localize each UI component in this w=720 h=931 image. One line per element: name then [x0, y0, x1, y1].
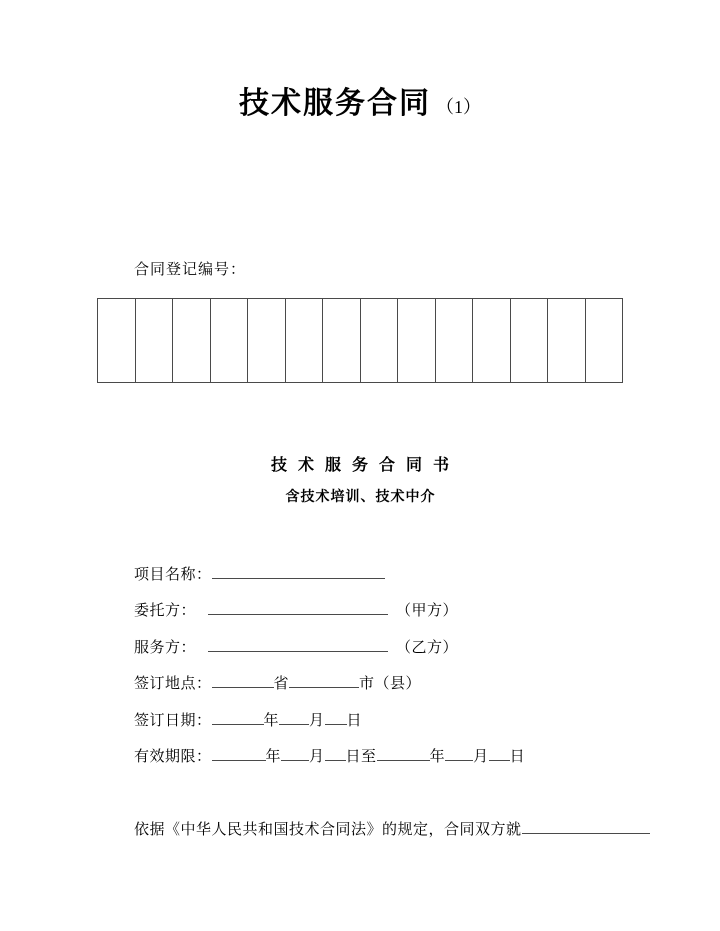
registration-grid-cell	[548, 299, 586, 382]
registration-number-grid	[97, 298, 623, 383]
registration-grid-cell	[286, 299, 324, 382]
contract-heading: 技术服务合同书	[270, 457, 460, 474]
field-client	[134, 601, 458, 620]
city-county-unit-label: 市（县）	[359, 676, 422, 692]
field-provider	[134, 638, 458, 657]
valid-from-year-blank	[212, 747, 266, 761]
registration-grid-cell	[173, 299, 211, 382]
preamble-text: 依据《中华人民共和国技术合同法》的规定，合同双方就	[134, 822, 522, 838]
provider-label: 服务方：	[134, 640, 197, 656]
registration-grid-cell	[511, 299, 549, 382]
validity-period-label: 有效期限：	[134, 749, 212, 765]
field-validity-period	[134, 747, 525, 766]
registration-grid-cell	[211, 299, 249, 382]
registration-grid-cell	[98, 299, 136, 382]
province-unit-label: 省	[273, 676, 290, 692]
provider-blank	[208, 638, 388, 652]
valid-to-year-blank	[377, 747, 430, 761]
registration-grid-cell	[436, 299, 474, 382]
field-signing-date	[134, 711, 362, 730]
sign-year-blank	[212, 711, 264, 725]
document-title-row	[0, 78, 720, 122]
valid-to-month-unit: 月	[473, 749, 489, 765]
valid-from-day-to-unit: 日至	[345, 749, 377, 765]
city-blank	[289, 674, 359, 688]
signing-location-label: 签订地点：	[134, 676, 212, 692]
sign-day-unit: 日	[346, 713, 363, 729]
registration-number-label: 合同登记编号：	[134, 262, 247, 278]
registration-grid-cell	[323, 299, 361, 382]
registration-grid-cell	[248, 299, 286, 382]
project-name-blank	[212, 565, 385, 579]
project-name-label: 项目名称：	[134, 567, 212, 583]
sign-day-blank	[325, 711, 347, 725]
client-label: 委托方：	[134, 603, 197, 619]
preamble-subject-blank	[522, 820, 650, 834]
client-party-a-label: （甲方）	[396, 603, 459, 619]
document-title-number: （1）	[436, 97, 481, 117]
province-blank	[212, 674, 274, 688]
registration-grid-cell	[473, 299, 511, 382]
valid-from-month-blank	[281, 747, 309, 761]
valid-to-day-blank	[489, 747, 510, 761]
field-project-name	[134, 565, 385, 584]
sign-month-blank	[279, 711, 309, 725]
signing-date-label: 签订日期：	[134, 713, 212, 729]
registration-grid-cell	[398, 299, 436, 382]
contract-subheading: 含技术培训、技术中介	[285, 490, 436, 505]
client-blank	[208, 601, 388, 615]
valid-from-month-unit: 月	[309, 749, 325, 765]
registration-grid-cell	[586, 299, 623, 382]
field-signing-location	[134, 674, 421, 693]
sign-year-unit: 年	[263, 713, 280, 729]
preamble-line	[134, 820, 650, 839]
provider-party-b-label: （乙方）	[396, 640, 459, 656]
valid-to-day-unit: 日	[509, 749, 526, 765]
valid-to-month-blank	[445, 747, 473, 761]
valid-from-year-unit: 年	[265, 749, 282, 765]
valid-to-year-unit: 年	[429, 749, 446, 765]
sign-month-unit: 月	[309, 713, 325, 729]
valid-from-day-blank	[325, 747, 346, 761]
registration-grid-cell	[136, 299, 174, 382]
registration-grid-cell	[361, 299, 399, 382]
document-title: 技术服务合同	[239, 87, 431, 120]
